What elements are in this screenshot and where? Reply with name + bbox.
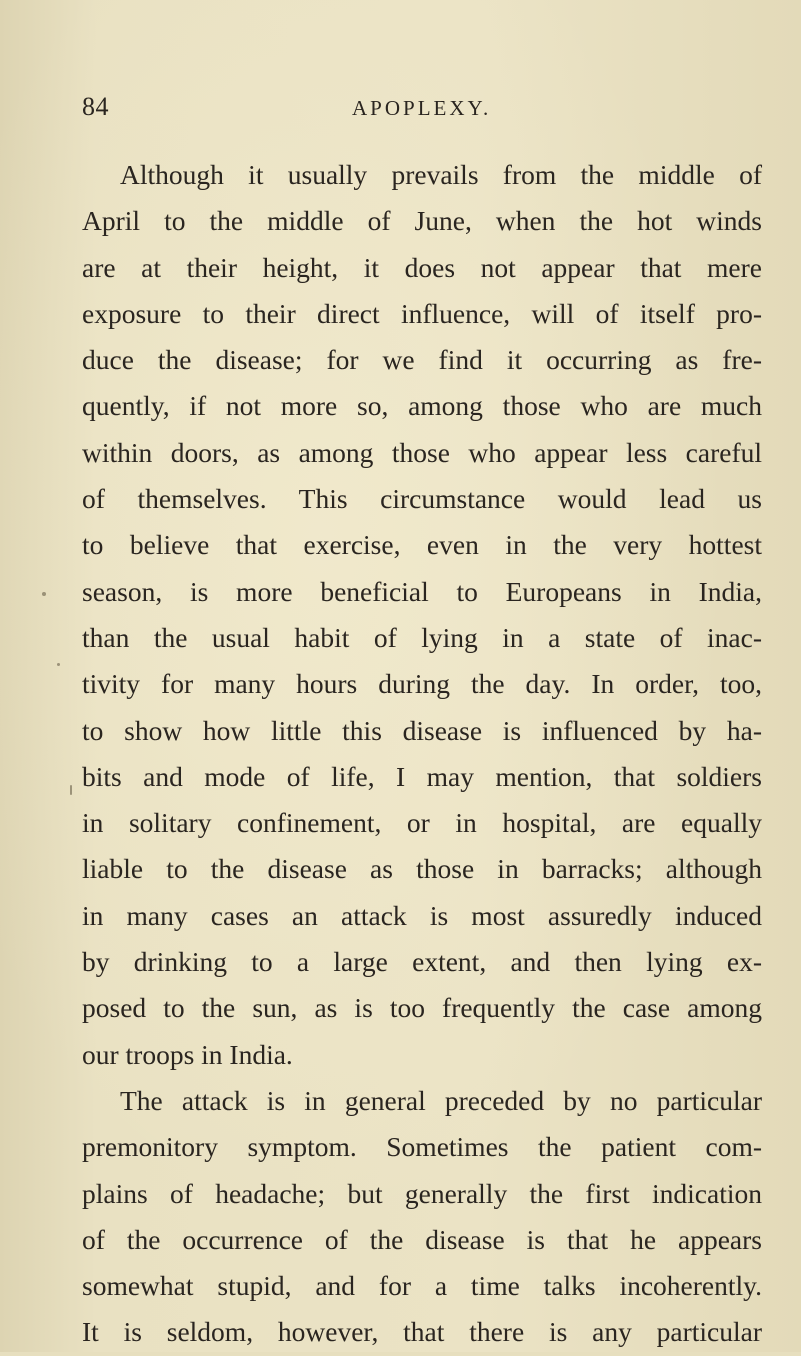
text-line: liable to the disease as those in barracks; although (82, 853, 762, 885)
text-line: The attack is in general preceded by no particular (120, 1084, 762, 1116)
text-line: season, is more beneficial to Europeans in India, (82, 575, 762, 607)
text-line: in many cases an attack is most assuredly induced (82, 899, 762, 931)
text-line: of the occurrence of the disease is that he appears (82, 1223, 762, 1255)
page-number: 84 (82, 92, 109, 121)
text-line: of themselves. This circumstance would lead us (82, 483, 762, 515)
text-line: bits and mode of life, I may mention, that soldiers (82, 760, 762, 792)
text-line: Although it usually prevails from the middle of (120, 159, 762, 190)
text-line: than the usual habit of lying in a state of inac- (82, 621, 762, 653)
running-head (82, 92, 722, 132)
text-line: April to the middle of June, when the hot winds (82, 205, 762, 237)
text-line: quently, if not more so, among those who are much (82, 390, 762, 422)
text-line: plains of headache; but generally the first indication (82, 1177, 762, 1209)
text-line: by drinking to a large extent, and then lying ex- (82, 946, 762, 978)
text-line: somewhat stupid, and for a time talks incoherently. (82, 1270, 762, 1302)
running-title: APOPLEXY. (352, 96, 492, 120)
text-line: premonitory symptom. Sometimes the patient com- (82, 1131, 762, 1163)
body-text (82, 152, 762, 1356)
text-line: are at their height, it does not appear that mere (82, 251, 762, 283)
text-line: in solitary confinement, or in hospital, are equally (82, 807, 762, 839)
text-line: tivity for many hours during the day. In order, too, (82, 668, 762, 700)
text-line: our troops in India. (82, 1038, 293, 1070)
text-line: exposure to their direct influence, will of itself pro- (82, 297, 762, 329)
text-line: It is seldom, however, that there is any particular (82, 1316, 762, 1348)
text-line: within doors, as among those who appear less careful (82, 436, 762, 468)
text-line: duce the disease; for we find it occurring as fre- (82, 344, 762, 376)
paper-speck (42, 592, 46, 596)
text-line: posed to the sun, as is too frequently the case among (82, 992, 762, 1024)
paper-speck (70, 785, 72, 795)
text-line: to show how little this disease is influenced by ha- (82, 714, 762, 746)
paper-speck (57, 663, 60, 666)
text-line: to believe that exercise, even in the very hottest (82, 529, 762, 561)
